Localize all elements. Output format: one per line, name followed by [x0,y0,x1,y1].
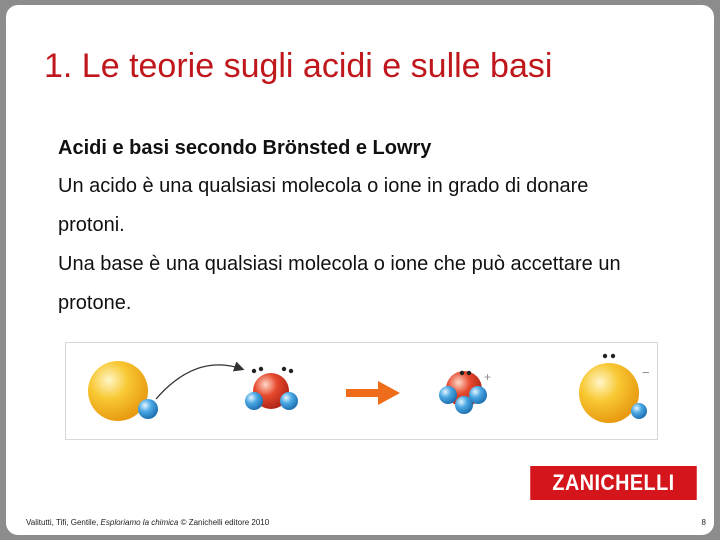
footer-book-title: Esploriamo la chimica [100,518,179,527]
proton-transfer-illustration [65,342,658,440]
proton-transfer-diagram [66,343,657,439]
plus-charge: + [484,370,492,384]
slide-body [58,133,658,323]
blue-atom [631,403,647,419]
slide [6,5,714,535]
slide-title: 1. Le teorie sugli acidi e sulle basi [44,47,553,85]
blue-atom [138,399,158,419]
hydronium-ion [439,370,491,414]
subheading: Acidi e basi secondo Brönsted e Lowry [58,137,432,159]
zanichelli-logo: ZANICHELLI [530,466,697,500]
page-number: 8 [701,518,706,527]
acid-definition: Un acido è una qualsiasi molecola o ione in grado di donare protoni. [58,175,589,236]
blue-atom [439,386,457,404]
water-molecule [245,367,298,410]
footer-credits [26,518,269,527]
acid-molecule [88,361,158,421]
footer-authors: Valitutti, Tifi, Gentile, [26,518,101,527]
footer-publisher: © Zanichelli editore 2010 [178,518,270,527]
blue-atom [455,396,473,414]
conjugate-base [579,354,650,423]
minus-charge: − [642,365,650,380]
reaction-arrow [346,381,400,405]
curved-arrow [156,365,242,399]
blue-atom [280,392,298,410]
yellow-atom [579,363,639,423]
blue-atom [245,392,263,410]
base-definition: Una base è una qualsiasi molecola o ione che può accettare un protone. [58,253,621,314]
